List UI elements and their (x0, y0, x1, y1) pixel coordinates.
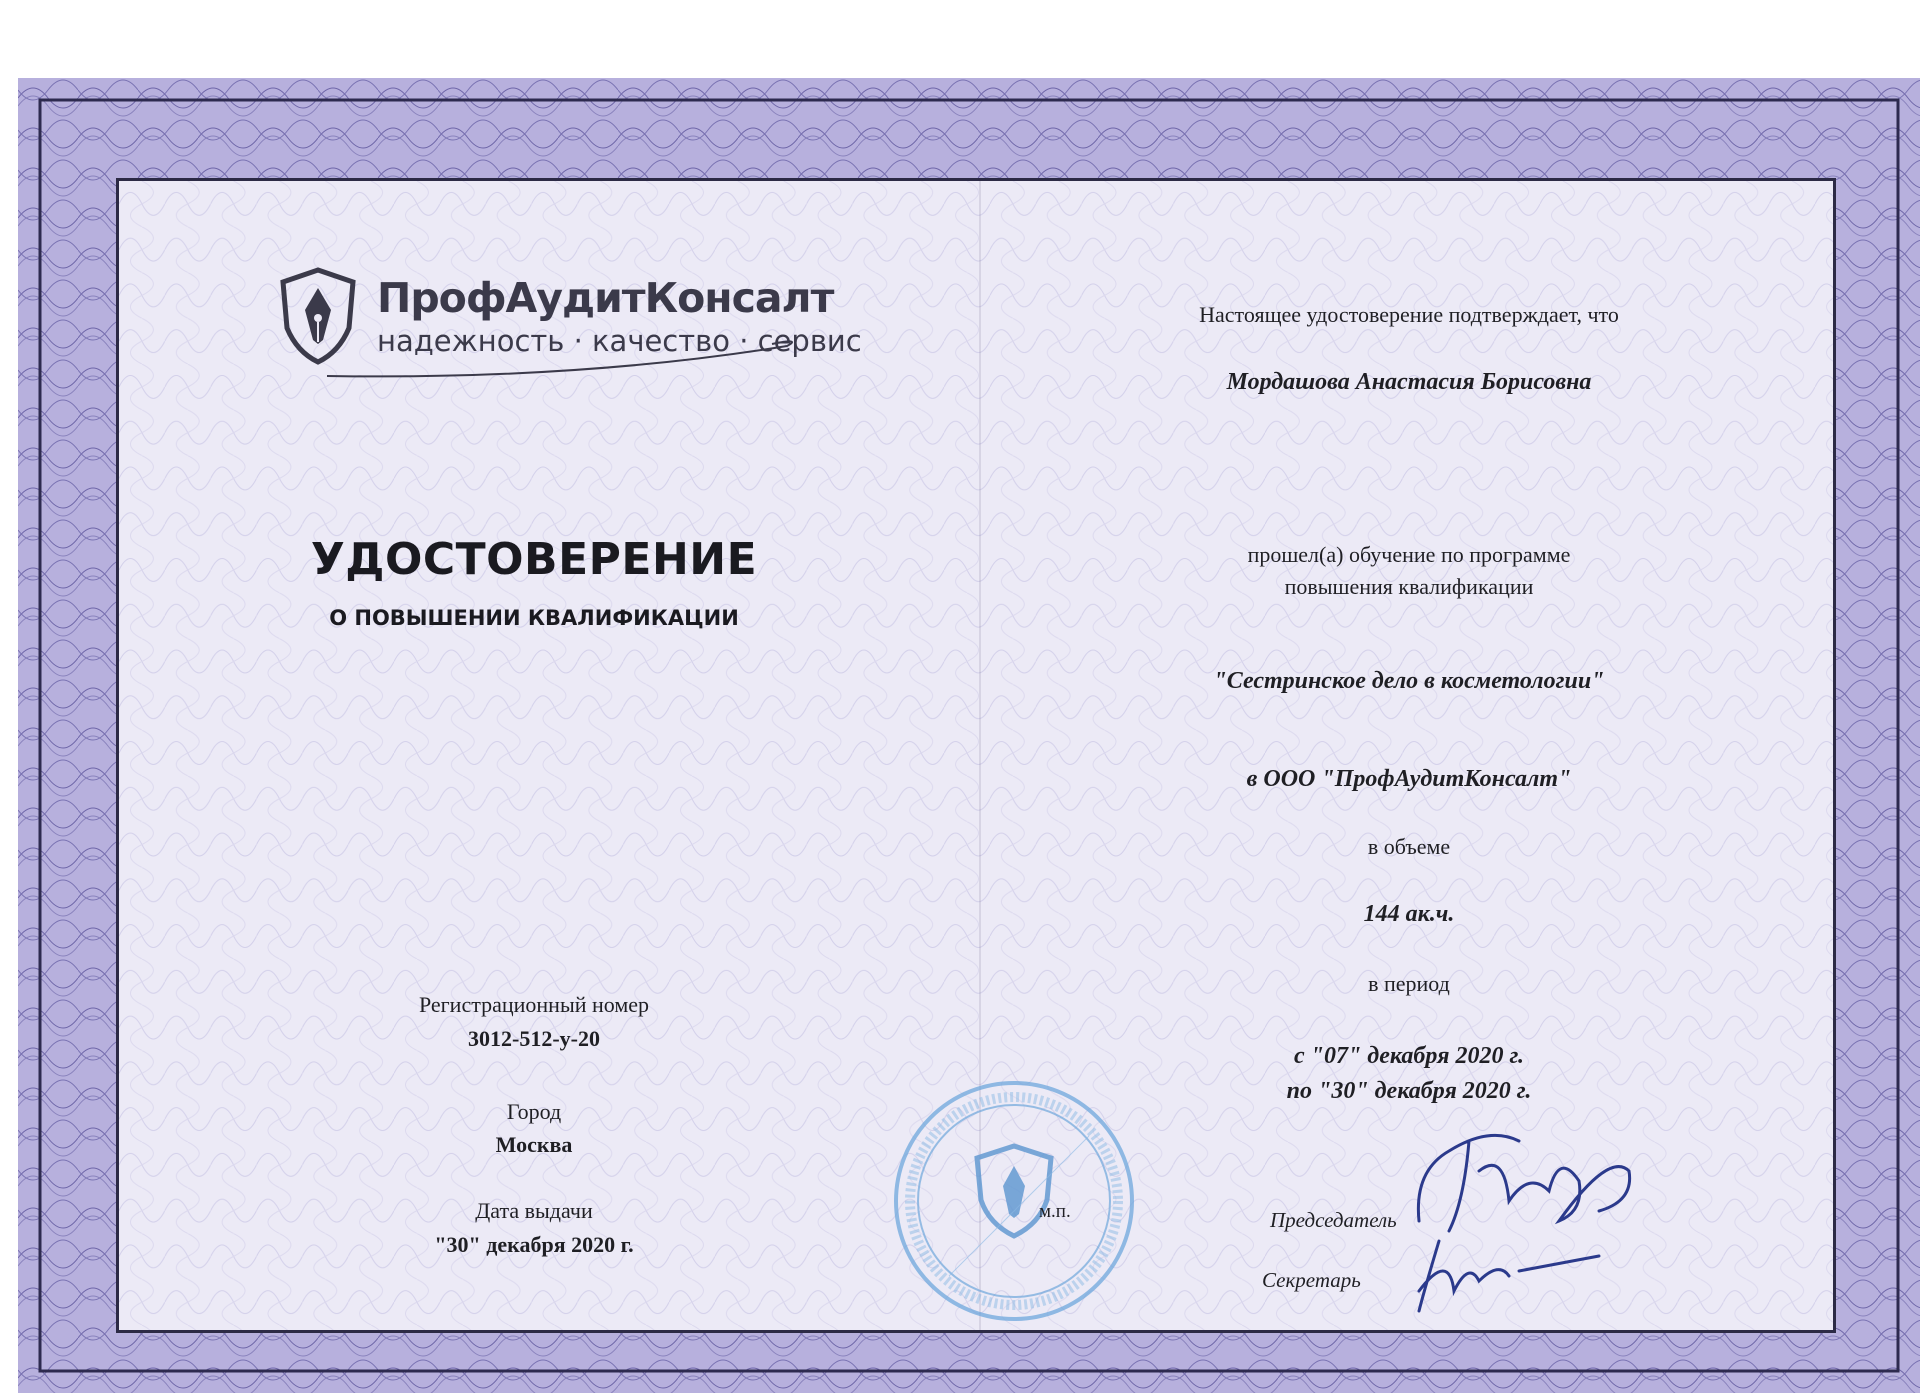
period-to: по "30" декабря 2020 г. (1286, 1078, 1532, 1104)
secretary-label: Секретарь (1262, 1268, 1361, 1292)
person-name: Мордашова Анастасия Борисовна (1226, 369, 1592, 395)
stamp-place-mark: м.п. (1039, 1201, 1071, 1222)
volume-value: 144 ак.ч. (1363, 901, 1455, 927)
completed-line-1: прошел(а) обучение по программе (1247, 542, 1571, 567)
volume-label: в объеме (1367, 834, 1451, 859)
period-label: в период (1368, 971, 1450, 996)
city-value: Москва (495, 1132, 573, 1157)
completed-line-2: повышения квалификации (1284, 574, 1534, 599)
chairman-signature (1409, 1111, 1639, 1251)
period-from: с "07" декабря 2020 г. (1294, 1043, 1524, 1069)
secretary-signature (1409, 1231, 1609, 1321)
company-logo (277, 266, 862, 386)
intro-text: Настоящее удостоверение подтверждает, что (1199, 302, 1619, 327)
document-title: УДОСТОВЕРЕНИЕ (310, 534, 758, 585)
chairman-label: Председатель (1270, 1208, 1397, 1232)
company-name: ПрофАудитКонсалт (377, 274, 834, 322)
certificate-panel (116, 178, 1836, 1333)
issue-date-value: "30" декабря 2020 г. (434, 1232, 634, 1257)
reg-number-value: 3012-512-у-20 (468, 1026, 600, 1051)
program-name: "Сестринское дело в косметологии" (1213, 668, 1605, 694)
reg-number-label: Регистрационный номер (418, 992, 650, 1017)
round-stamp (889, 1076, 1139, 1326)
document-subtitle: О ПОВЫШЕНИИ КВАЛИФИКАЦИИ (329, 606, 739, 630)
city-label: Город (506, 1099, 562, 1124)
issue-date-label: Дата выдачи (475, 1198, 593, 1223)
organization-name: в ООО "ПрофАудитКонсалт" (1246, 766, 1572, 792)
company-tagline: надежность · качество · сервис (377, 324, 862, 358)
